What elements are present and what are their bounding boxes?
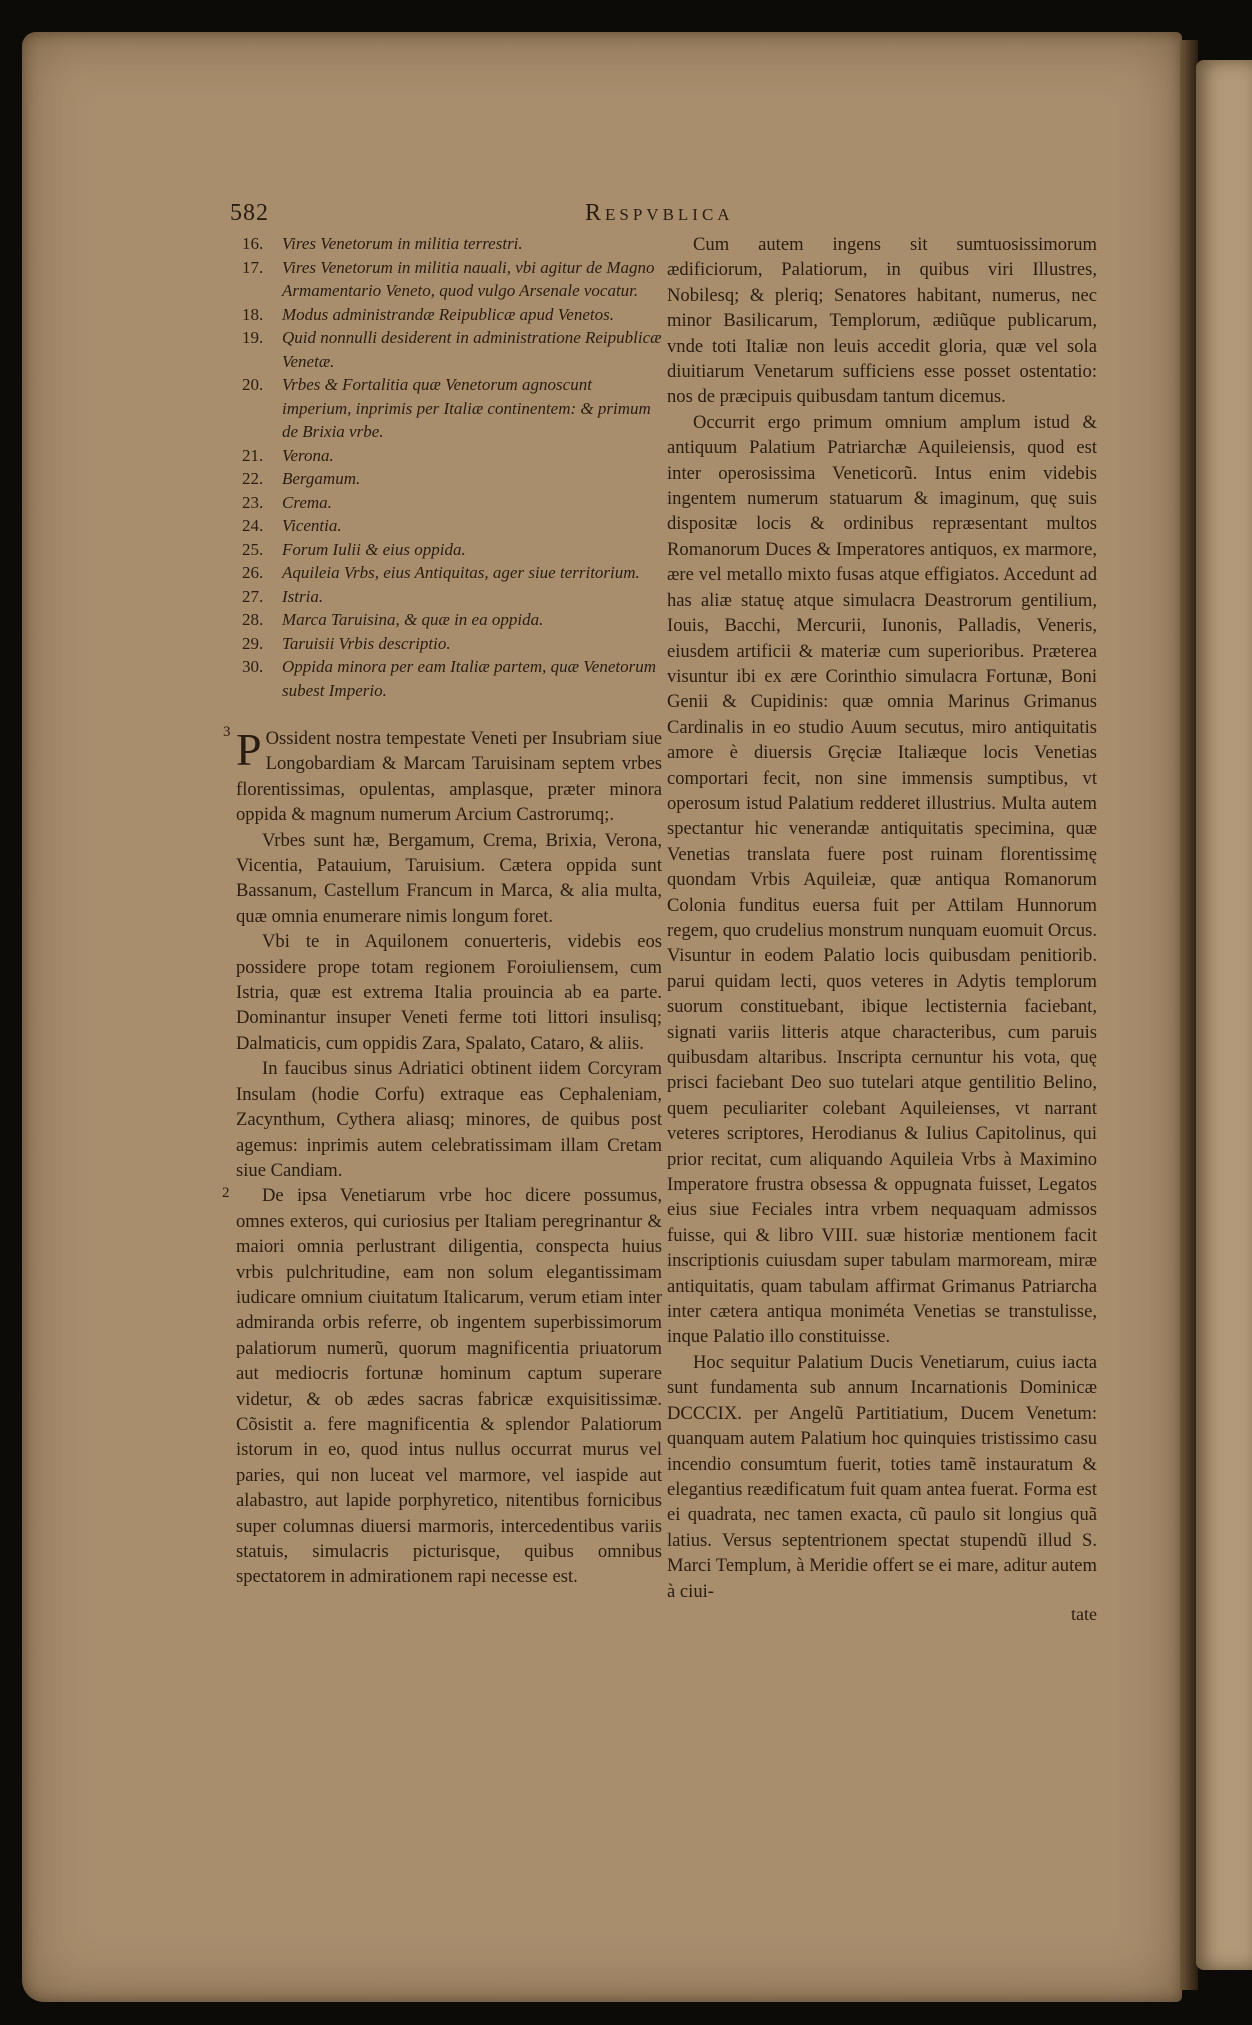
list-item: 30. Oppida minora per eam Italiæ partem, quæ Venetorum subest Imperio. xyxy=(242,657,656,700)
paragraph: Vbi te in Aquilonem conuerteris, videbis eos possidere prope totam regionem Foroiuliensem, cum Istria, quæ est extrema Italia prouincia ab ea parte. Dominantur insuper Veneti ferme toti littori insulisq; Dalmaticis, cum oppidis Zara, Spalato, Cataro, & aliis. xyxy=(236,931,662,1054)
margin-note: 3 xyxy=(223,724,231,740)
list-item: 27. Istria. xyxy=(242,586,324,606)
paragraph: Hoc sequitur Palatium Ducis Venetiarum, cuius iacta sunt fundamenta sub annum Incarnationis Dominicæ DCCCIX. per Angelũ Partitiatium, Ducem Venetum: quanquam autem Palatium hoc quinquies tristissimo casu incendio consumtum fuerit, toties tamẽ instauratum & elegantius reædificatum fuit quam antea fuerat. Forma est ei quadrata, nec tamen exacta, cũ paulo sit longius quã latius. Versus septentrionem spectat stupendũ illud S. Marci Templum, à Meridie offert se ei mare, aditur autem à ciui- xyxy=(667,1351,1097,1602)
list-item: 21. Verona. xyxy=(242,445,334,465)
list-item: 18. Modus administrandæ Reipublicæ apud Venetos. xyxy=(242,304,614,324)
page-number: 582 xyxy=(230,200,269,226)
facing-page-edge xyxy=(1196,60,1252,1970)
list-item: 26. Aquileia Vrbs, eius Antiquitas, ager siue territorium. xyxy=(242,563,640,582)
catchword: tate xyxy=(1071,1603,1097,1624)
list-item: 24. Vicentia. xyxy=(242,516,342,535)
drop-cap: P xyxy=(236,724,262,775)
paragraph: De ipsa Venetiarum vrbe hoc dicere possumus, omnes exteros, qui curiosius per Italiam peregrinantur & maiori omnia perlustrant diligentia, conspecta huius vrbis pulchritudine, eam non solum elegantissimam iudicare omnium ciuitatum Italicarum, verum etiam inter admiranda orbis referre, ob ingentem superbissimorum palatiorum numerũ, quorum magnificentia priuatorum aut mediocris fortunæ hominum captum superare videtur, & ob ædes sacras fabricæ exquisitissimæ. Cõsistit a. fere magnificentia & splendor Palatiorum istorum in eo, quod intus nullus occurrat murus vel paries, qui non luceat vel marmore, vel iaspide aut alabastro, aut lapide porphyretico, nitentibus fornicibus super columnas diuersi marmoris, intercedentibus variis statuis, simulacris picturisque, quibus omnibus spectatorem in admirationem rapi necesse est. xyxy=(236,1185,662,1588)
list-item: 22. Bergamum. xyxy=(242,469,361,488)
margin-note: 2 xyxy=(222,1185,230,1202)
paragraph: Vrbes sunt hæ, Bergamum, Crema, Brixia, Verona, Vicentia, Patauium, Taruisium. Cætera oppida sunt Bassanum, Castellum Francum in Marca, & alia multa, quæ omnia enumerare nimis longum foret. xyxy=(236,829,662,927)
list-item: 29. Taruisii Vrbis descriptio. xyxy=(242,633,451,653)
paragraph: P Ossident nostra tempestate Veneti per Insubriam siue Longobardiam & Marcam Taruisinam septem vrbes florentissimas, opulentas, amplasque, præter minora oppida & magnum numerum Arcium Castrorumq;. xyxy=(236,724,662,826)
paragraph: Cum autem ingens sit sumtuosissimorum ædificiorum, Palatiorum, in quibus viri Illustres, Nobilesq; & pleriq; Senatores habitant, numerus, nec minor Basilicarum, Templorum, ædiũque publicarum, vnde toti Italiæ non leuis accedit gloria, quæ vel sola diuitiarum Venetarum sufficiens esse posset ostentatio: nos de præcipuis quibusdam tantum dicemus. xyxy=(667,234,1097,408)
list-item: 25. Forum Iulii & eius oppida. xyxy=(242,539,466,559)
paragraph-block xyxy=(222,1183,662,1590)
paragraph: Occurrit ergo primum omnium amplum istud & antiquum Palatium Patriarchæ Aquileiensis, quod est inter operosissima Veneticorũ. Intus enim videbis ingentem numerum statuarum & imaginum, quę suis dispositæ locis & ordinibus repræsentant multos Romanorum Duces & Imperatores antiquos, ex marmore, ære vel metallo mixto fusas atque effigiatos. Accedunt ad has aliæ statuę atque simulacra Deastrorum gentilium, Iouis, Bacchi, Mercurii, Iunonis, Palladis, Veneris, eiusdem artificii & materiæ cum superioribus. Præterea visuntur ibi ex ære Corinthio simulacra Fortunæ, Boni Genii & Cupidinis: quæ omnia Marinus Grimanus Cardinalis in eo studio Auum secutus, miro antiquitatis amore è diuersis Gręciæ Italiæque locis Venetias comportari fecit, non sine immensis sumptibus, vt operosum istud Palatium redderet illustrius. Multa autem spectantur hic venerandæ antiquitatis specimina, quæ Venetias translata fuere post ruinam florentissimę quondam Vrbis Aquileiæ, quæ antiqua Romanorum Colonia funditus euersa fuit per Attilam Hunnorum regem, quo crudelius monstrum nunquam euomuit Orcus. Visuntur in eodem Palatio locis quibusdam penitiorib. parui quidam lecti, quos veteres in Adytis templorum suorum constituebant, ibique lectisternia faciebant, signati variis litteris atque characteribus, cum paruis quibusdam altaribus. Inscripta cernuntur his vota, quę prisci faciebant Deo suo tutelari atque gentilitio Belino, quem peculiariter colebant Aquileienses, vt narrant veteres scriptores, Herodianus & Iulius Capitolinus, qui prior recitat, cum aliquando Aquileia Vrbs à Maximino Imperatore frustra obsessa & oppugnata fuisset, Legatos eius siue Feciales intra vrbem nequaquam admissos fuisse, qui & libro VIII. suæ historiæ mentionem facit inscriptionis cuiusdam super tabulam marmoream, miræ antiquitatis, quam tabulam affirmat Grimanus Patriarcha inter cætera antiqua moniméta Venetias se transtulisse, inque Palatio illo constituisse. xyxy=(667,411,1097,1348)
list-item: 16. Vires Venetorum in militia terrestri. xyxy=(242,234,523,253)
list-item: 20. Vrbes & Fortalitia quæ Venetorum agnoscunt imperium, inprimis per Italiæ continentem: & primum de Brixia vrbe. xyxy=(242,375,651,441)
paragraph: In faucibus sinus Adriatici obtinent iidem Corcyram Insulam (hodie Corfu) extraque eas Cephaleniam, Zacynthum, Cythera aliasq; minores, de quibus post agemus: inprimis autem celebratissimam illam Cretam siue Candiam. xyxy=(236,1058,662,1181)
left-column xyxy=(222,232,662,1590)
right-column xyxy=(667,232,1097,1630)
list-item: 23. Crema. xyxy=(242,492,332,512)
running-title: Respvblica xyxy=(585,200,734,226)
left-body-text xyxy=(222,724,662,1590)
list-item: 17. Vires Venetorum in militia nauali, vbi agitur de Magno Armamentario Veneto, quod vulgo Arsenale vocatur. xyxy=(242,257,655,300)
page-header xyxy=(230,200,1230,230)
list-item: 19. Quid nonnulli desiderent in administratione Reipublicæ Venetæ. xyxy=(242,328,662,371)
list-item: 28. Marca Taruisina, & quæ in ea oppida. xyxy=(242,610,544,629)
catchword-line xyxy=(667,1604,1097,1630)
chapter-list xyxy=(226,232,662,702)
